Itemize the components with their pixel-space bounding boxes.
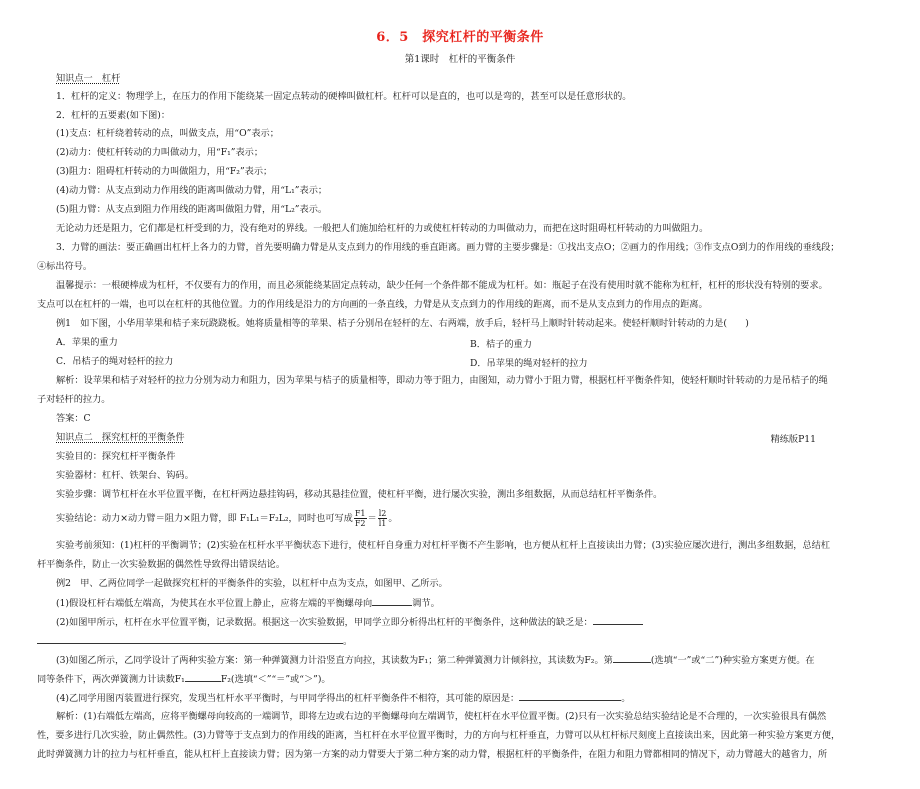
example1-option-d: D．吊苹果的绳对轻杆的拉力 (470, 358, 588, 369)
section-heading-k2: 知识点二 探究杠杆的平衡条件 (56, 432, 185, 443)
list-item-effort-arm: (4)动力臂：从支点到动力作用线的距离叫做动力臂，用“L₁”表示； (56, 185, 328, 196)
section-heading-k1: 知识点一 杠杆 (56, 73, 121, 84)
list-item-resistance-arm: (5)阻力臂：从支点到阻力作用线的距离叫做阻力臂，用“L₂”表示。 (56, 204, 328, 215)
fraction-numerator: F1 (354, 509, 366, 518)
paragraph-tip: 温馨提示：一根硬棒成为杠杆，不仅要有力的作用，而且必须能绕某固定点转动，缺少任何一个条件都不能成为杠杆。如：瓶起子在没有使用时就不能称为杠杆，杠杆的形状没有特别的要求。 (56, 280, 828, 291)
experiment-steps: 实验步骤：调节杠杆在水平位置平衡，在杠杆两边悬挂钩码，移动其悬挂位置，使杠杆平衡，进行屡次实验，测出多组数据，从而总结杠杆平衡条件。 (56, 489, 663, 500)
fraction-f1-f2 (354, 509, 367, 528)
question1-end: 调节。 (412, 598, 440, 609)
question3-text: (3)如图乙所示，乙同学设计了两种实验方案：第一种弹簧测力计沿竖直方向拉，其读数为F₁；第二种弹簧测力计倾斜拉，其读数为F₂。第 (56, 655, 613, 666)
conclusion-end: 。 (388, 513, 398, 524)
question3-text-cont: (选填“一”或“二”)种实验方案更方便。在 (650, 655, 815, 666)
reference-page: 精练版P11 (770, 434, 816, 445)
example2-stem: 例2 甲、乙两位同学一起做探究杠杆的平衡条件的实验，以杠杆中点为支点，如图甲、乙所示。 (56, 578, 448, 589)
question3-end: F₂(选填“＜”“＝”或“＞”)。 (220, 674, 331, 685)
answer-blank-1[interactable] (372, 596, 412, 606)
paragraph-arm-drawing-cont: ④标出符号。 (37, 261, 93, 272)
example2-analysis-cont-1: 性，要多进行几次实验，防止偶然性。(3)力臂等于支点到力的作用线的距离，当杠杆在水平位置平衡时，力的方向与杠杆垂直，力臂可以从杠杆标尺刻度上直接读出来，因此第一种实验方案更方便， (37, 730, 841, 741)
question3-compare: 同等条件下，两次弹簧测力计读数F₁ (37, 674, 185, 685)
fraction-denominator: F2 (354, 519, 366, 528)
list-item-resistance: (3)阻力：阻碍杠杆转动的力叫做阻力，用“F₂”表示； (56, 166, 273, 177)
question1-text: (1)假设杠杆右端低左端高，为使其在水平位置上静止，应将左端的平衡螺母向 (56, 598, 373, 609)
experiment-conclusion (56, 508, 906, 530)
example2-question2-cont (37, 634, 887, 648)
answer-blank-3a[interactable] (613, 653, 651, 663)
equals-sign: ＝ (367, 513, 377, 524)
answer-blank-2-cont[interactable] (37, 634, 343, 644)
fraction-numerator: l2 (378, 509, 387, 518)
experiment-equipment: 实验器材：杠杆、铁架台、钩码。 (56, 470, 194, 481)
fraction-l2-l1 (378, 509, 388, 528)
example2-question4 (56, 691, 906, 705)
paragraph-five-elements: 2．杠杆的五要素(如下图)： (56, 110, 171, 121)
list-item-fulcrum: (1)支点：杠杆绕着转动的点，叫做支点，用“O”表示； (56, 128, 279, 139)
paragraph-force-roles: 无论动力还是阻力，它们都是杠杆受到的力，没有绝对的界线。一般把人们施加给杠杆的力或使杠杆转动的力叫做动力，而把在这时阻碍杠杆转动的力叫做阻力。 (56, 223, 709, 234)
fraction-denominator: l1 (378, 519, 387, 528)
question2-end: 。 (343, 636, 353, 647)
question2-text: (2)如图甲所示，杠杆在水平位置平衡，记录数据。根据这一次实验数据，甲同学立即分析得出杠杆的平衡条件，这种做法的缺乏是： (56, 617, 593, 628)
list-item-effort: (2)动力：使杠杆转动的力叫做动力，用“F₁”表示； (56, 147, 264, 158)
example1-stem: 例1 如下图，小华用苹果和桔子来玩跷跷板。她将质量相等的苹果、桔子分别吊在轻杆的左、右两端，放手后，轻杆马上顺时针转动起来。使轻杆顺时针转动的力是( ) (56, 318, 749, 329)
example1-analysis: 解析：设苹果和桔子对轻杆的拉力分别为动力和阻力，因为苹果与桔子的质量相等，即动力等于阻力，由图知，动力臂小于阻力臂，根据杠杆平衡条件知，使轻杆顺时针转动的力是吊桔子的绳 (56, 375, 828, 386)
document-title: 6．5 探究杠杆的平衡条件 (376, 30, 544, 45)
document-subtitle: 第1课时 杠杆的平衡条件 (404, 54, 516, 65)
example2-analysis-cont-2: 此时弹簧测力计的拉力与杠杆垂直，能从杠杆上直接读力臂；因为第一方案的动力臂要大于第二种方案的动力臂，根据杠杆的平衡条件，在阻力和阻力臂都相同的情况下，动力臂越大的越省力，所 (37, 749, 828, 760)
answer-blank-4[interactable] (519, 691, 621, 701)
example1-option-b: B．桔子的重力 (470, 339, 532, 350)
example2-question3 (56, 653, 906, 667)
question4-end: 。 (621, 693, 631, 704)
example2-question1 (56, 596, 906, 610)
experiment-purpose: 实验目的：探究杠杆平衡条件 (56, 451, 176, 462)
paragraph-lever-definition: 1．杠杆的定义：物理学上，在压力的作用下能绕某一固定点转动的硬棒叫做杠杆。杠杆可以是直的，也可以是弯的，甚至可以是任意形状的。 (56, 91, 632, 102)
example2-question2 (56, 615, 906, 629)
example1-option-c: C．吊桔子的绳对轻杆的拉力 (56, 356, 174, 367)
conclusion-text: 实验结论：动力×动力臂＝阻力×阻力臂，即 F₁L₁＝F₂L₂，同时也可写成 (56, 513, 353, 524)
experiment-notes: 实验考前须知：(1)杠杆的平衡调节；(2)实验在杠杆水平平衡状态下进行，使杠杆自身重力对杠杆平衡不产生影响，也方便从杠杆上直接读出力臂；(3)实验应屡次进行，测出多组数据，总结杠 (56, 540, 831, 551)
answer-blank-3b[interactable] (185, 672, 221, 682)
example2-question3-cont (37, 672, 887, 686)
answer-blank-2[interactable] (593, 615, 643, 625)
paragraph-tip-cont: 支点可以在杠杆的一端，也可以在杠杆的其他位置。力的作用线是沿力的方向画的一条直线，力臂是从支点到力的作用线的距离，而不是从支点到力的作用点的距离。 (37, 299, 708, 310)
example1-answer: 答案：C (56, 413, 91, 424)
example2-analysis: 解析：(1)右端低左端高，应将平衡螺母向较高的一端调节，即将左边或右边的平衡螺母向左端调节，使杠杆在水平位置平衡。(2)只有一次实验总结实验结论是不合理的，一次实验很具有偶然 (56, 711, 827, 722)
example1-option-a: A．苹果的重力 (56, 337, 118, 348)
experiment-notes-cont: 杆平衡条件，防止一次实验数据的偶然性导致得出错误结论。 (37, 559, 286, 570)
example1-analysis-cont: 子对轻杆的拉力。 (37, 394, 111, 405)
question4-text: (4)乙同学用图丙装置进行探究，发现当杠杆水平平衡时，与甲同学得出的杠杆平衡条件不相符，其可能的原因是： (56, 693, 520, 704)
paragraph-arm-drawing: 3．力臂的画法：要正确画出杠杆上各力的力臂，首先要明确力臂是从支点到力的作用线的垂直距离。画力臂的主要步骤是：①找出支点O；②画力的作用线；③作支点O到力的作用线的垂线段； (56, 242, 840, 253)
